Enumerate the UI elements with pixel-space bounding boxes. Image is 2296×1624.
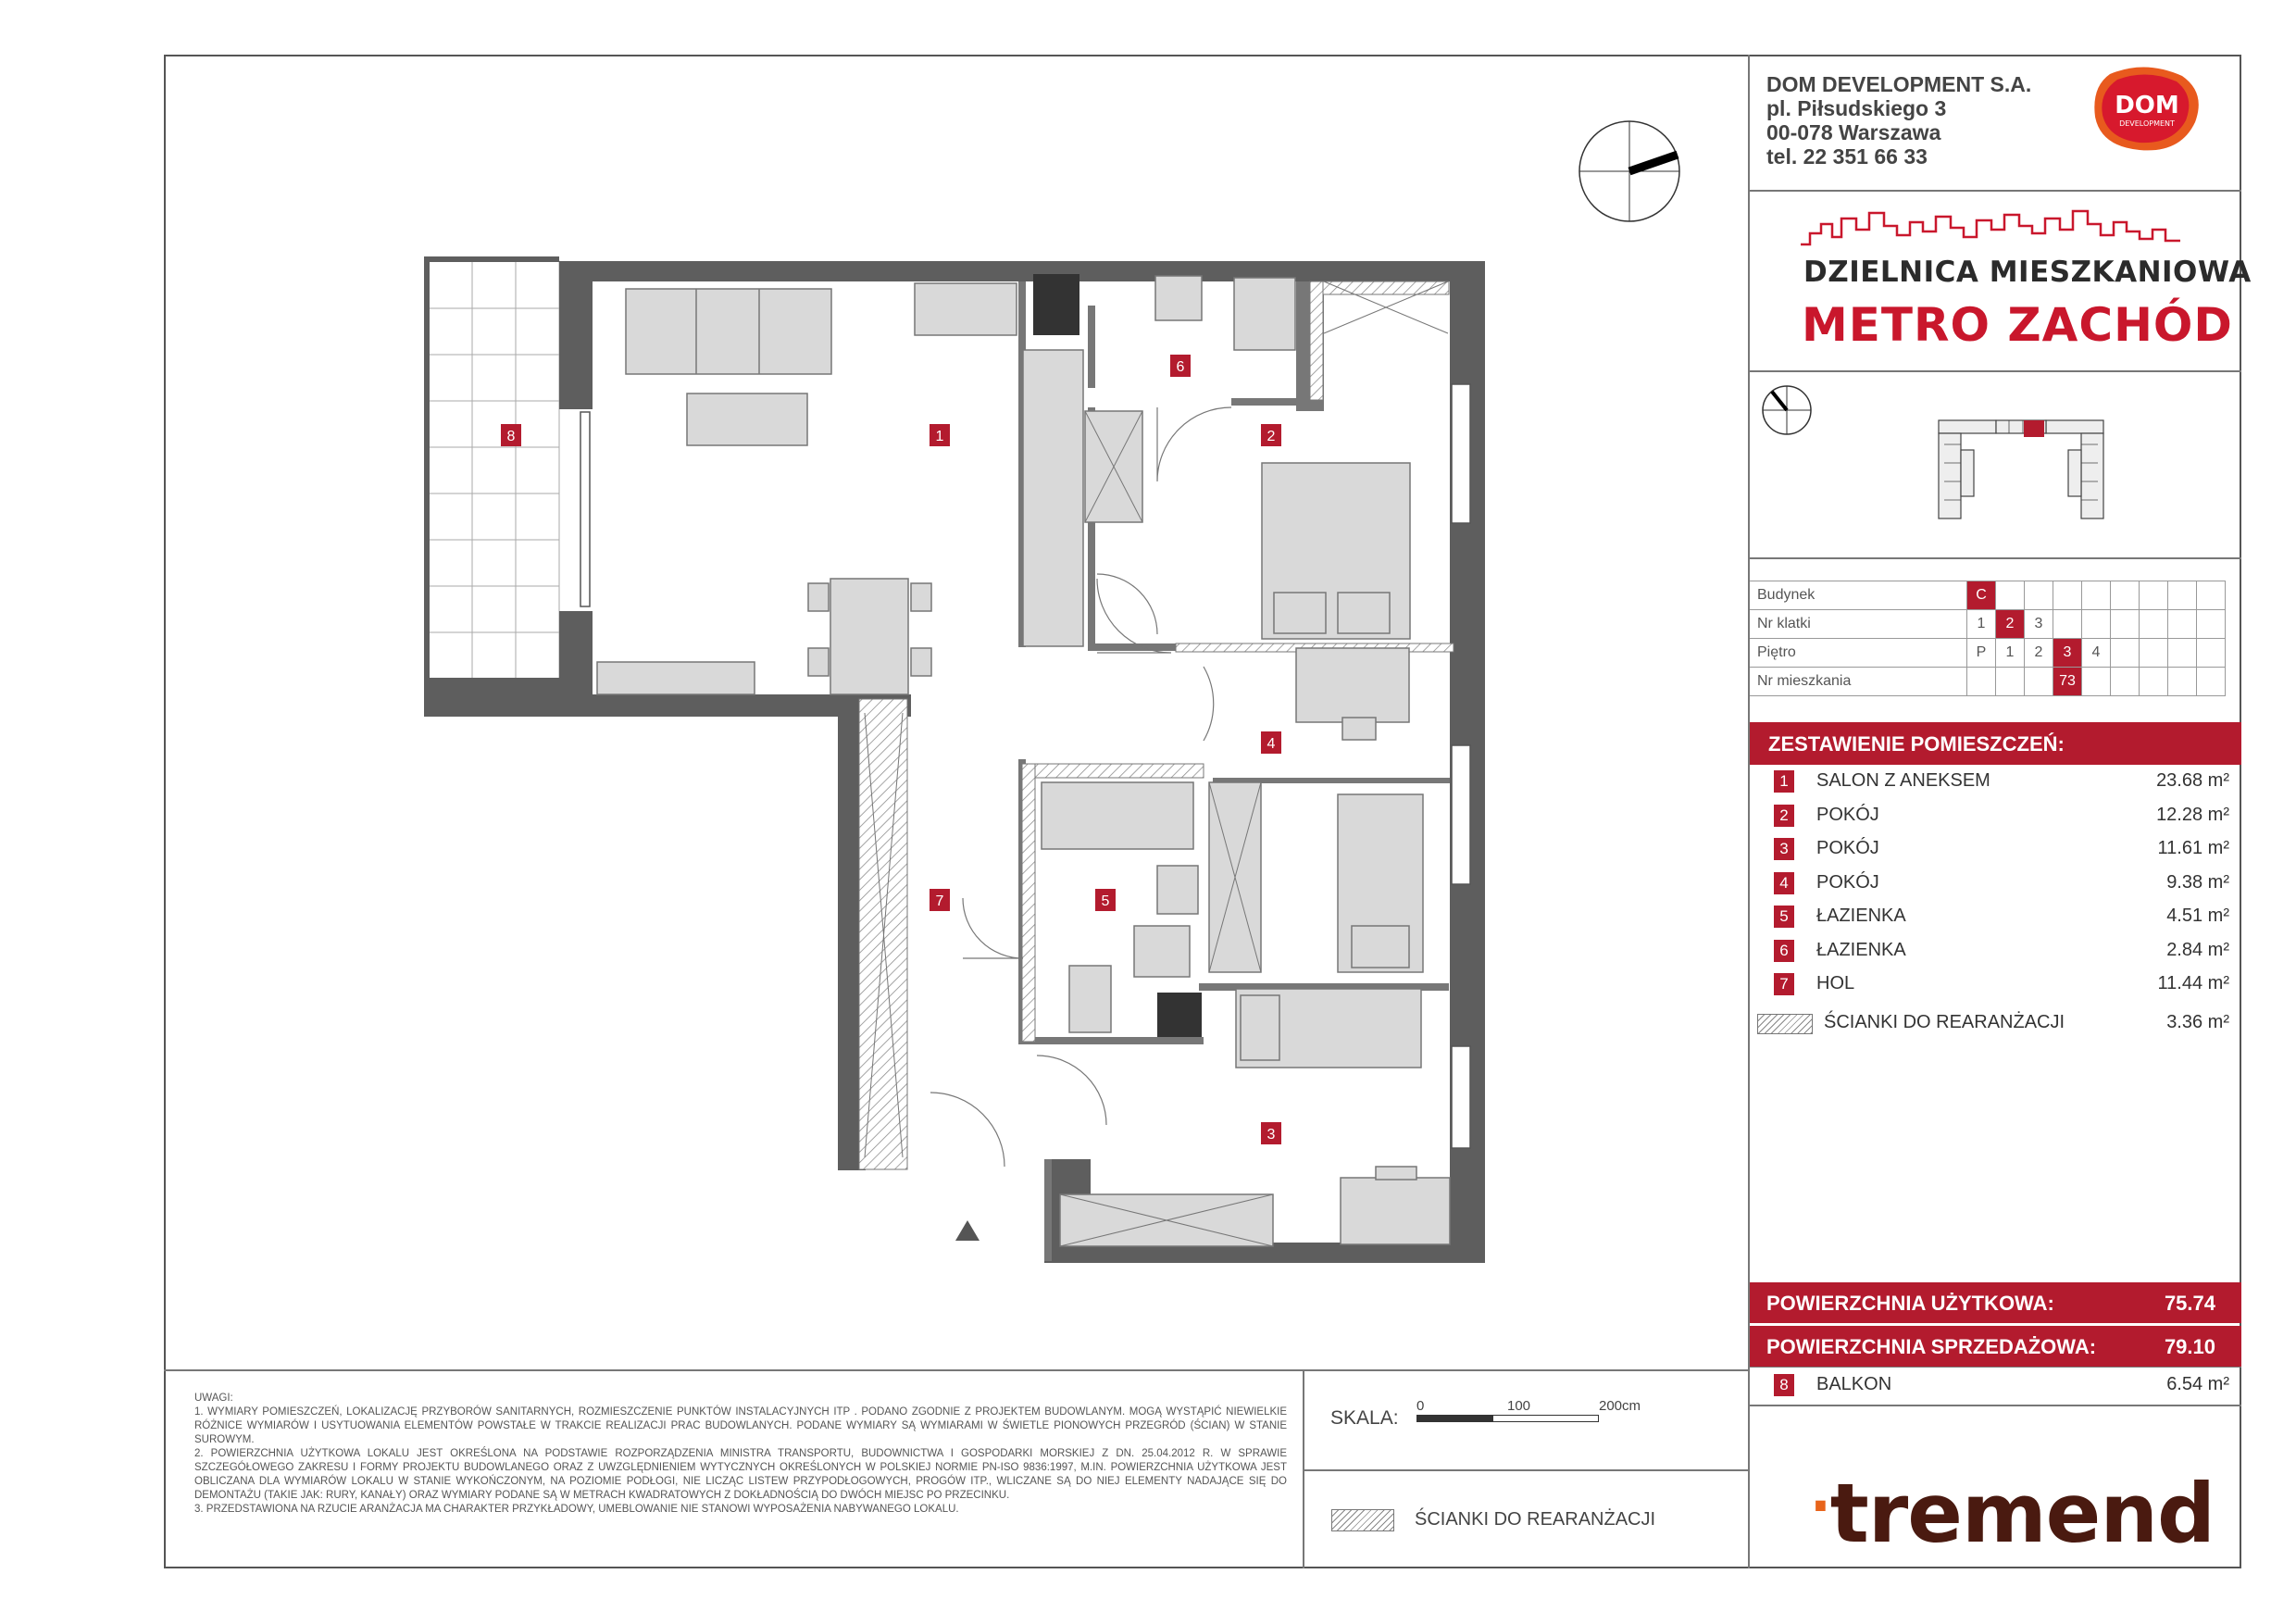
balcony-name: BALKON — [1816, 1374, 1892, 1394]
sale-area-label: POWIERZCHNIA SPRZEDAŻOWA: — [1766, 1335, 2097, 1358]
sale-area-value: 79.10 — [2164, 1335, 2215, 1358]
plan-label-1-text: 1 — [935, 429, 944, 444]
info-grid-cell — [2197, 668, 2226, 696]
info-grid-cell — [2168, 639, 2197, 668]
plan-label-7-text: 7 — [935, 893, 944, 909]
plan-label-5 — [1095, 889, 1116, 911]
plan-label-2 — [1261, 424, 1281, 446]
floor-plan — [407, 250, 1518, 1268]
info-grid-cell: 1 — [1996, 639, 2025, 668]
room-row — [1750, 900, 2240, 933]
info-grid-cell — [2140, 581, 2168, 610]
apartment-location-marker — [2024, 420, 2044, 437]
room-name: POKÓJ — [1816, 838, 1879, 858]
room-name: ŁAZIENKA — [1816, 906, 1906, 926]
note-1: 1. WYMIARY POMIESZCZEŃ, LOKALIZACJĘ PRZYBORÓW SANITARNYCH, ROZMIESZCZENIE PUNKTÓW INSTALACYJNYCH ITP . PODANO ZGODNIE Z PROJEKTEM BUDOWLANYM. MOGĄ WYSTĄPIĆ NIEWIELKIE RÓŻNICE WYMIARÓW I USYTUOWANIA ELEMENTÓW POWSTAŁE W TRAKCIE REALIZACJI PRAC BUDOWLANYCH. PODANE WYMIARY SĄ WYMIARAMI W ŚWIETLE PIONOWYCH PRZEGRÓD (ŚCIAN) W STANIE SUROWYM. — [194, 1406, 1287, 1445]
project-name-line1: DZIELNICA MIESZKANIOWA — [1803, 256, 2252, 289]
usable-area-bar — [1750, 1282, 2241, 1323]
panel-rule — [1748, 1405, 2241, 1406]
info-grid-row — [1750, 639, 2226, 668]
panel-rule — [1748, 190, 2241, 192]
panel-rule — [1748, 370, 2241, 372]
info-grid-cell — [2053, 610, 2082, 639]
plan-label-1 — [930, 424, 950, 446]
plan-label-5-text: 5 — [1101, 893, 1110, 909]
info-grid-cell: 3 — [2053, 639, 2082, 668]
footer-divider — [164, 1369, 1748, 1371]
room-area: 23.68 m² — [2156, 770, 2229, 791]
plan-label-6-text: 6 — [1176, 359, 1185, 375]
note-2: 2. POWIERZCHNIA UŻYTKOWA LOKALU JEST OKREŚLONA NA PODSTAWIE ROZPORZĄDZENIA MINISTRA TRANSPORTU, BUDOWNICTWA I GOSPODARKI MORSKIEJ Z DN. 25.04.2012 R. W SPRAWIE SZCZEGÓŁOWEGO ZAKRESU I FORMY PROJEKTU BUDOWLANEGO ORAZ Z UWZGLĘDNIENIEM WYTYCZNYCH OKREŚLONYCH W POLSKIEJ NORMIE PN-ISO 9836:1997, M.IN. POWIERZCHNIA UŻYTKOWA JEST OBLICZANA DLA WYMIARÓW LOKALU W STANIE WYKOŃCZONYM, NA POZIOMIE PODŁOGI, NIE LICZĄC LISTEW PRZYPODŁOGOWYCH, PROGÓW ITP., WLICZANE SĄ DO NIEJ ELEMENTY NADAJĄCE SIĘ DO DEMONTAŻU (TAKIE JAK: RURY, KANAŁY) ORAZ WYMIARY PODANE SĄ W METRACH KWADRATOWYCH Z DOKŁADNOŚCIĄ DO DWÓCH MIEJSC PO PRZECINKU. — [194, 1448, 1287, 1501]
info-grid-cell — [2025, 668, 2053, 696]
room-row — [1750, 867, 2240, 900]
info-grid-cell — [2168, 668, 2197, 696]
walls — [424, 256, 1485, 1263]
company-name: DOM DEVELOPMENT S.A. — [1766, 72, 2032, 96]
info-grid-cell — [2111, 668, 2140, 696]
room-num: 7 — [1774, 973, 1794, 995]
legend-hatch-swatch — [1331, 1509, 1394, 1531]
plan-label-8 — [501, 424, 521, 446]
scale-tick-200: 200cm — [1599, 1398, 1641, 1414]
usable-area-value: 75.74 — [2164, 1292, 2215, 1315]
plan-label-7 — [930, 889, 950, 911]
room-row — [1750, 799, 2240, 832]
room-area: 11.61 m² — [2157, 838, 2229, 858]
sale-area-bar — [1750, 1326, 2241, 1367]
entrance-arrow-icon — [955, 1220, 980, 1241]
room-num: 3 — [1774, 838, 1794, 860]
info-grid-cell — [2053, 581, 2082, 610]
note-3: 3. PRZEDSTAWIONA NA RZUCIE ARANŻACJA MA CHARAKTER PRZYKŁADOWY, UMEBLOWANIE NIE STANOWI WYPOSAŻENIA NABYWANEGO LOKALU. — [194, 1504, 959, 1515]
scale-bar-light — [1492, 1415, 1599, 1422]
info-grid-cell: 73 — [2053, 668, 2082, 696]
notes-title: UWAGI: — [194, 1393, 233, 1404]
info-grid-cell — [2140, 668, 2168, 696]
info-grid-cell — [2082, 668, 2111, 696]
plan-label-8-text: 8 — [506, 429, 516, 444]
info-grid-cell — [2168, 610, 2197, 639]
info-grid-row — [1750, 581, 2226, 610]
info-grid-label: Nr klatki — [1750, 610, 1967, 639]
room-name: ŁAZIENKA — [1816, 939, 1906, 960]
project-name-line2: METRO ZACHÓD — [1802, 298, 2233, 352]
room-row — [1750, 968, 2240, 1001]
plan-label-4-text: 4 — [1267, 736, 1276, 752]
room-row — [1750, 765, 2240, 798]
room-name: POKÓJ — [1816, 804, 1879, 825]
info-grid-label: Piętro — [1750, 639, 1967, 668]
plan-label-3-text: 3 — [1267, 1127, 1276, 1143]
room-row — [1750, 934, 2240, 968]
room-num: 4 — [1774, 872, 1794, 894]
info-grid-cell — [1967, 668, 1996, 696]
scale-tick-100: 100 — [1507, 1398, 1531, 1414]
room-area: 12.28 m² — [2156, 804, 2229, 825]
legend-label: ŚCIANKI DO REARANŻACJI — [1415, 1509, 1656, 1530]
info-grid-cell — [1996, 668, 2025, 696]
room-name: SALON Z ANEKSEM — [1816, 770, 1990, 791]
info-grid-cell — [2082, 610, 2111, 639]
plan-label-2-text: 2 — [1267, 429, 1276, 444]
room-num: 1 — [1774, 770, 1794, 793]
info-grid-cell: 2 — [1996, 610, 2025, 639]
rooms-header-bar — [1750, 722, 2241, 765]
balcony-area: 6.54 m² — [2166, 1374, 2229, 1394]
info-grid-cell: P — [1967, 639, 1996, 668]
info-grid-cell — [2111, 610, 2140, 639]
info-grid-cell — [2197, 581, 2226, 610]
room-area: 4.51 m² — [2166, 906, 2229, 926]
info-grid-cell — [2025, 581, 2053, 610]
info-grid-cell: 3 — [2025, 610, 2053, 639]
info-grid-cell — [2197, 610, 2226, 639]
rooms-header: ZESTAWIENIE POMIESZCZEŃ: — [1768, 732, 2065, 756]
room-area: 11.44 m² — [2157, 973, 2229, 993]
company-phone: tel. 22 351 66 33 — [1766, 144, 1928, 169]
info-grid-cell — [2082, 581, 2111, 610]
info-grid-cell — [1996, 581, 2025, 610]
room-num: 5 — [1774, 906, 1794, 928]
partitions-row — [1750, 1006, 2240, 1040]
tremend-logo — [1810, 1466, 2215, 1561]
info-grid-cell — [2111, 639, 2140, 668]
usable-area-label: POWIERZCHNIA UŻYTKOWA: — [1766, 1292, 2054, 1315]
room-area: 2.84 m² — [2166, 939, 2229, 960]
notes — [194, 1392, 1287, 1517]
room-name: HOL — [1816, 973, 1855, 993]
plan-label-6 — [1170, 355, 1191, 377]
footer-divider-h — [1303, 1469, 1749, 1471]
room-row — [1750, 832, 2240, 866]
info-grid-cell — [2140, 639, 2168, 668]
scale-tick-0: 0 — [1416, 1398, 1425, 1414]
compass-icon — [1574, 116, 1685, 227]
apartment-info-grid — [1750, 581, 2226, 696]
compass-small-icon — [1759, 382, 1815, 438]
info-grid-label: Budynek — [1750, 581, 1967, 610]
building-key-plan-icon — [1935, 417, 2111, 528]
info-grid-cell — [2111, 581, 2140, 610]
info-grid-label: Nr mieszkania — [1750, 668, 1967, 696]
logo-text-development: DEVELOPMENT — [2119, 119, 2175, 128]
info-grid-row — [1750, 610, 2226, 639]
company-street: pl. Piłsudskiego 3 — [1766, 96, 1947, 120]
room-num: 2 — [1774, 805, 1794, 827]
panel-rule — [1748, 557, 2241, 559]
scale-label: SKALA: — [1330, 1407, 1399, 1429]
logo-text-dom: DOM — [2115, 92, 2179, 119]
info-grid-cell — [2168, 581, 2197, 610]
info-grid-row — [1750, 668, 2226, 696]
balcony-floor — [428, 261, 559, 680]
info-grid-cell: 1 — [1967, 610, 1996, 639]
room-num: 6 — [1774, 940, 1794, 962]
plan-label-3 — [1261, 1122, 1281, 1144]
info-grid-cell — [2197, 639, 2226, 668]
partitions-area: 3.36 m² — [2166, 1012, 2229, 1032]
hatch-swatch — [1757, 1014, 1813, 1034]
dom-development-logo — [2090, 65, 2204, 154]
plan-label-4 — [1261, 731, 1281, 754]
info-grid-cell: C — [1967, 581, 1996, 610]
partitions-name: ŚCIANKI DO REARANŻACJI — [1824, 1012, 2065, 1032]
info-grid-cell — [2140, 610, 2168, 639]
balcony-row — [1750, 1368, 2240, 1402]
room-area: 9.38 m² — [2166, 871, 2229, 893]
skyline-icon — [1801, 206, 2180, 248]
scale-bar-dark — [1416, 1415, 1492, 1422]
info-grid-cell: 2 — [2025, 639, 2053, 668]
tremend-accent-icon: · — [1810, 1474, 1830, 1539]
info-grid-cell: 4 — [2082, 639, 2111, 668]
balcony-number: 8 — [1774, 1374, 1794, 1396]
tremend-wordmark: tremend — [1829, 1466, 2215, 1561]
room-name: POKÓJ — [1816, 871, 1879, 893]
company-info — [1766, 72, 2031, 169]
company-city: 00-078 Warszawa — [1766, 120, 1941, 144]
